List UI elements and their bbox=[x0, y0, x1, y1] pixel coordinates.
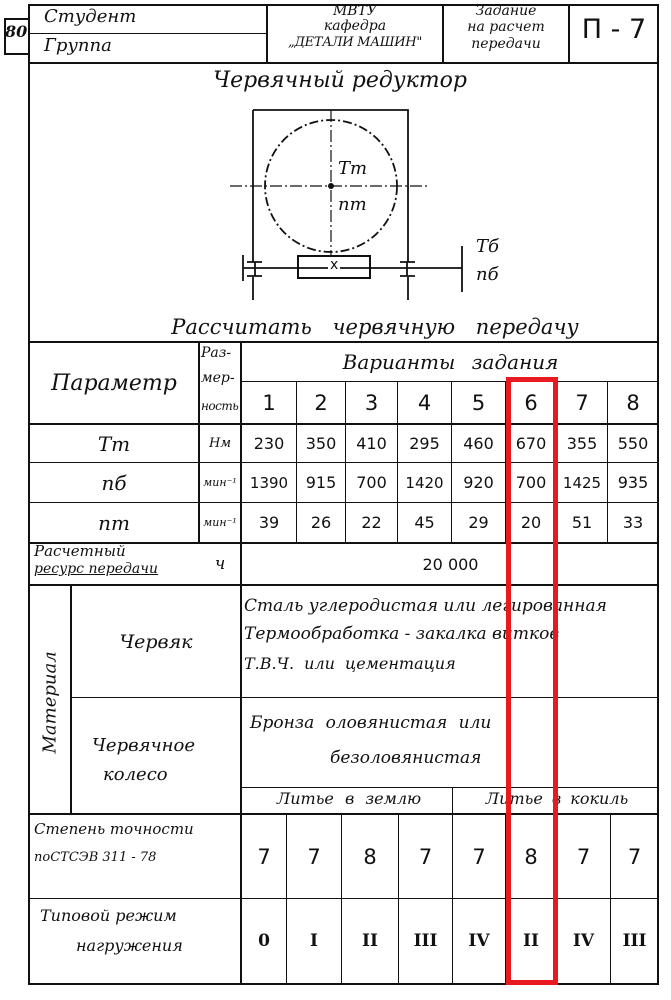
load-cell: IV bbox=[572, 931, 595, 951]
table-cell: 700 bbox=[515, 473, 547, 492]
units-header-3: ность bbox=[201, 399, 239, 413]
table-cell: 460 bbox=[463, 434, 494, 453]
diagram-title: Червячный редуктор bbox=[213, 68, 467, 93]
calc-title: Рассчитать червячную передачу bbox=[171, 315, 579, 339]
load-cell: 0 bbox=[258, 931, 270, 951]
page-number: 80 bbox=[5, 22, 28, 41]
accuracy-cell: 7 bbox=[472, 844, 486, 869]
param-header: Параметр bbox=[51, 370, 177, 396]
table-cell: 410 bbox=[356, 434, 387, 453]
load-label-1: Типовой режим bbox=[40, 906, 177, 925]
casting-earth: Литье в землю bbox=[276, 789, 422, 808]
diagram-label-nt: nт bbox=[338, 194, 367, 215]
table-cell: 26 bbox=[310, 513, 332, 532]
load-cell: I bbox=[310, 931, 318, 951]
row-unit: мин⁻¹ bbox=[203, 516, 237, 529]
org-line-1: МВТУ bbox=[332, 3, 378, 19]
row-param-nb: nб bbox=[101, 470, 127, 495]
shaft-mark: x bbox=[330, 257, 339, 273]
load-label-2: нагружения bbox=[76, 936, 183, 955]
table-cell: 33 bbox=[622, 513, 644, 532]
table-cell: 350 bbox=[305, 434, 337, 453]
accuracy-cell: 7 bbox=[627, 844, 642, 869]
task-line-3: передачи bbox=[471, 36, 541, 52]
table-cell: 700 bbox=[356, 473, 387, 492]
variant-number: 8 bbox=[626, 390, 640, 415]
row-param-tt: Tт bbox=[97, 431, 131, 456]
variants-header: Варианты задания bbox=[342, 350, 559, 374]
accuracy-cell: 7 bbox=[257, 844, 271, 869]
table-cell: 39 bbox=[258, 513, 280, 532]
student-label: Студент bbox=[44, 6, 137, 27]
table-cell: 45 bbox=[414, 513, 435, 532]
table-cell: 29 bbox=[468, 513, 489, 532]
load-cell: III bbox=[622, 931, 647, 951]
row-param-nt: nт bbox=[98, 510, 130, 535]
worm-text-2: Термообработка - закалка витков bbox=[244, 624, 560, 644]
variant-number: 6 bbox=[524, 390, 538, 415]
units-header-1: Раз- bbox=[201, 345, 232, 361]
table-cell: 22 bbox=[361, 513, 382, 532]
worm-text-3: Т.В.Ч. или цементация bbox=[244, 654, 456, 673]
units-header-2: мер- bbox=[201, 370, 235, 386]
table-cell: 920 bbox=[463, 473, 494, 492]
accuracy-cell: 7 bbox=[576, 844, 591, 869]
load-cell: II bbox=[523, 931, 539, 951]
table-cell: 670 bbox=[515, 434, 547, 453]
org-line-2: кафедра bbox=[323, 18, 387, 34]
accuracy-label-1: Степень точности bbox=[34, 820, 194, 838]
wheel-label-1: Червячное bbox=[92, 735, 196, 756]
org-line-3: „ДЕТАЛИ МАШИН" bbox=[287, 35, 423, 50]
variant-number: 1 bbox=[262, 390, 276, 415]
wheel-text-2: безоловянистая bbox=[330, 748, 482, 768]
casting-chill: Литье в кокиль bbox=[485, 789, 629, 808]
load-cell: II bbox=[362, 931, 378, 951]
table-cell: 20 bbox=[520, 513, 542, 532]
variant-number: 7 bbox=[575, 390, 589, 415]
table-cell: 915 bbox=[305, 473, 337, 492]
table-cell: 355 bbox=[566, 434, 598, 453]
resource-label-2: ресурс передачи bbox=[34, 561, 158, 577]
worm-label: Червяк bbox=[119, 630, 193, 653]
material-label: Материал bbox=[39, 651, 61, 754]
document-code: П - 7 bbox=[581, 14, 647, 45]
load-cell: III bbox=[413, 931, 438, 951]
resource-value: 20 000 bbox=[422, 554, 479, 574]
table-cell: 1420 bbox=[405, 473, 444, 492]
table-cell: 230 bbox=[253, 434, 285, 453]
row-unit: мин⁻¹ bbox=[203, 476, 237, 489]
accuracy-cell: 8 bbox=[363, 844, 377, 869]
diagram-label-nb: nб bbox=[476, 264, 499, 285]
variant-6-highlight bbox=[506, 377, 558, 985]
task-line-2: на расчет bbox=[467, 19, 545, 35]
table-cell: 1390 bbox=[249, 473, 289, 492]
table-cell: 1425 bbox=[562, 473, 602, 492]
table-cell: 295 bbox=[409, 434, 440, 453]
row-unit: Нм bbox=[208, 436, 232, 451]
wheel-text-1: Бронза оловянистая или bbox=[250, 713, 492, 733]
diagram-label-tb: Tб bbox=[476, 236, 499, 257]
resource-unit: ч bbox=[214, 554, 226, 574]
accuracy-cell: 7 bbox=[307, 844, 321, 869]
accuracy-label-2: поСТСЭВ 311 - 78 bbox=[34, 850, 157, 865]
variant-number: 4 bbox=[417, 390, 432, 415]
load-cell: IV bbox=[468, 931, 490, 951]
diagram-label-tt: Tт bbox=[338, 158, 368, 179]
table-cell: 550 bbox=[617, 434, 649, 453]
wheel-label-2: колесо bbox=[103, 764, 168, 785]
accuracy-cell: 7 bbox=[418, 844, 433, 869]
variant-number: 2 bbox=[314, 390, 328, 415]
worm-text-1: Сталь углеродистая или легированная bbox=[244, 596, 607, 616]
table-cell: 935 bbox=[617, 473, 649, 492]
group-label: Группа bbox=[44, 35, 112, 56]
variant-number: 5 bbox=[471, 390, 486, 415]
resource-label-1: Расчетный bbox=[34, 542, 126, 560]
accuracy-cell: 8 bbox=[524, 844, 538, 869]
variant-number: 3 bbox=[364, 390, 379, 415]
task-line-1: Задание bbox=[475, 3, 537, 19]
table-cell: 51 bbox=[571, 513, 593, 532]
